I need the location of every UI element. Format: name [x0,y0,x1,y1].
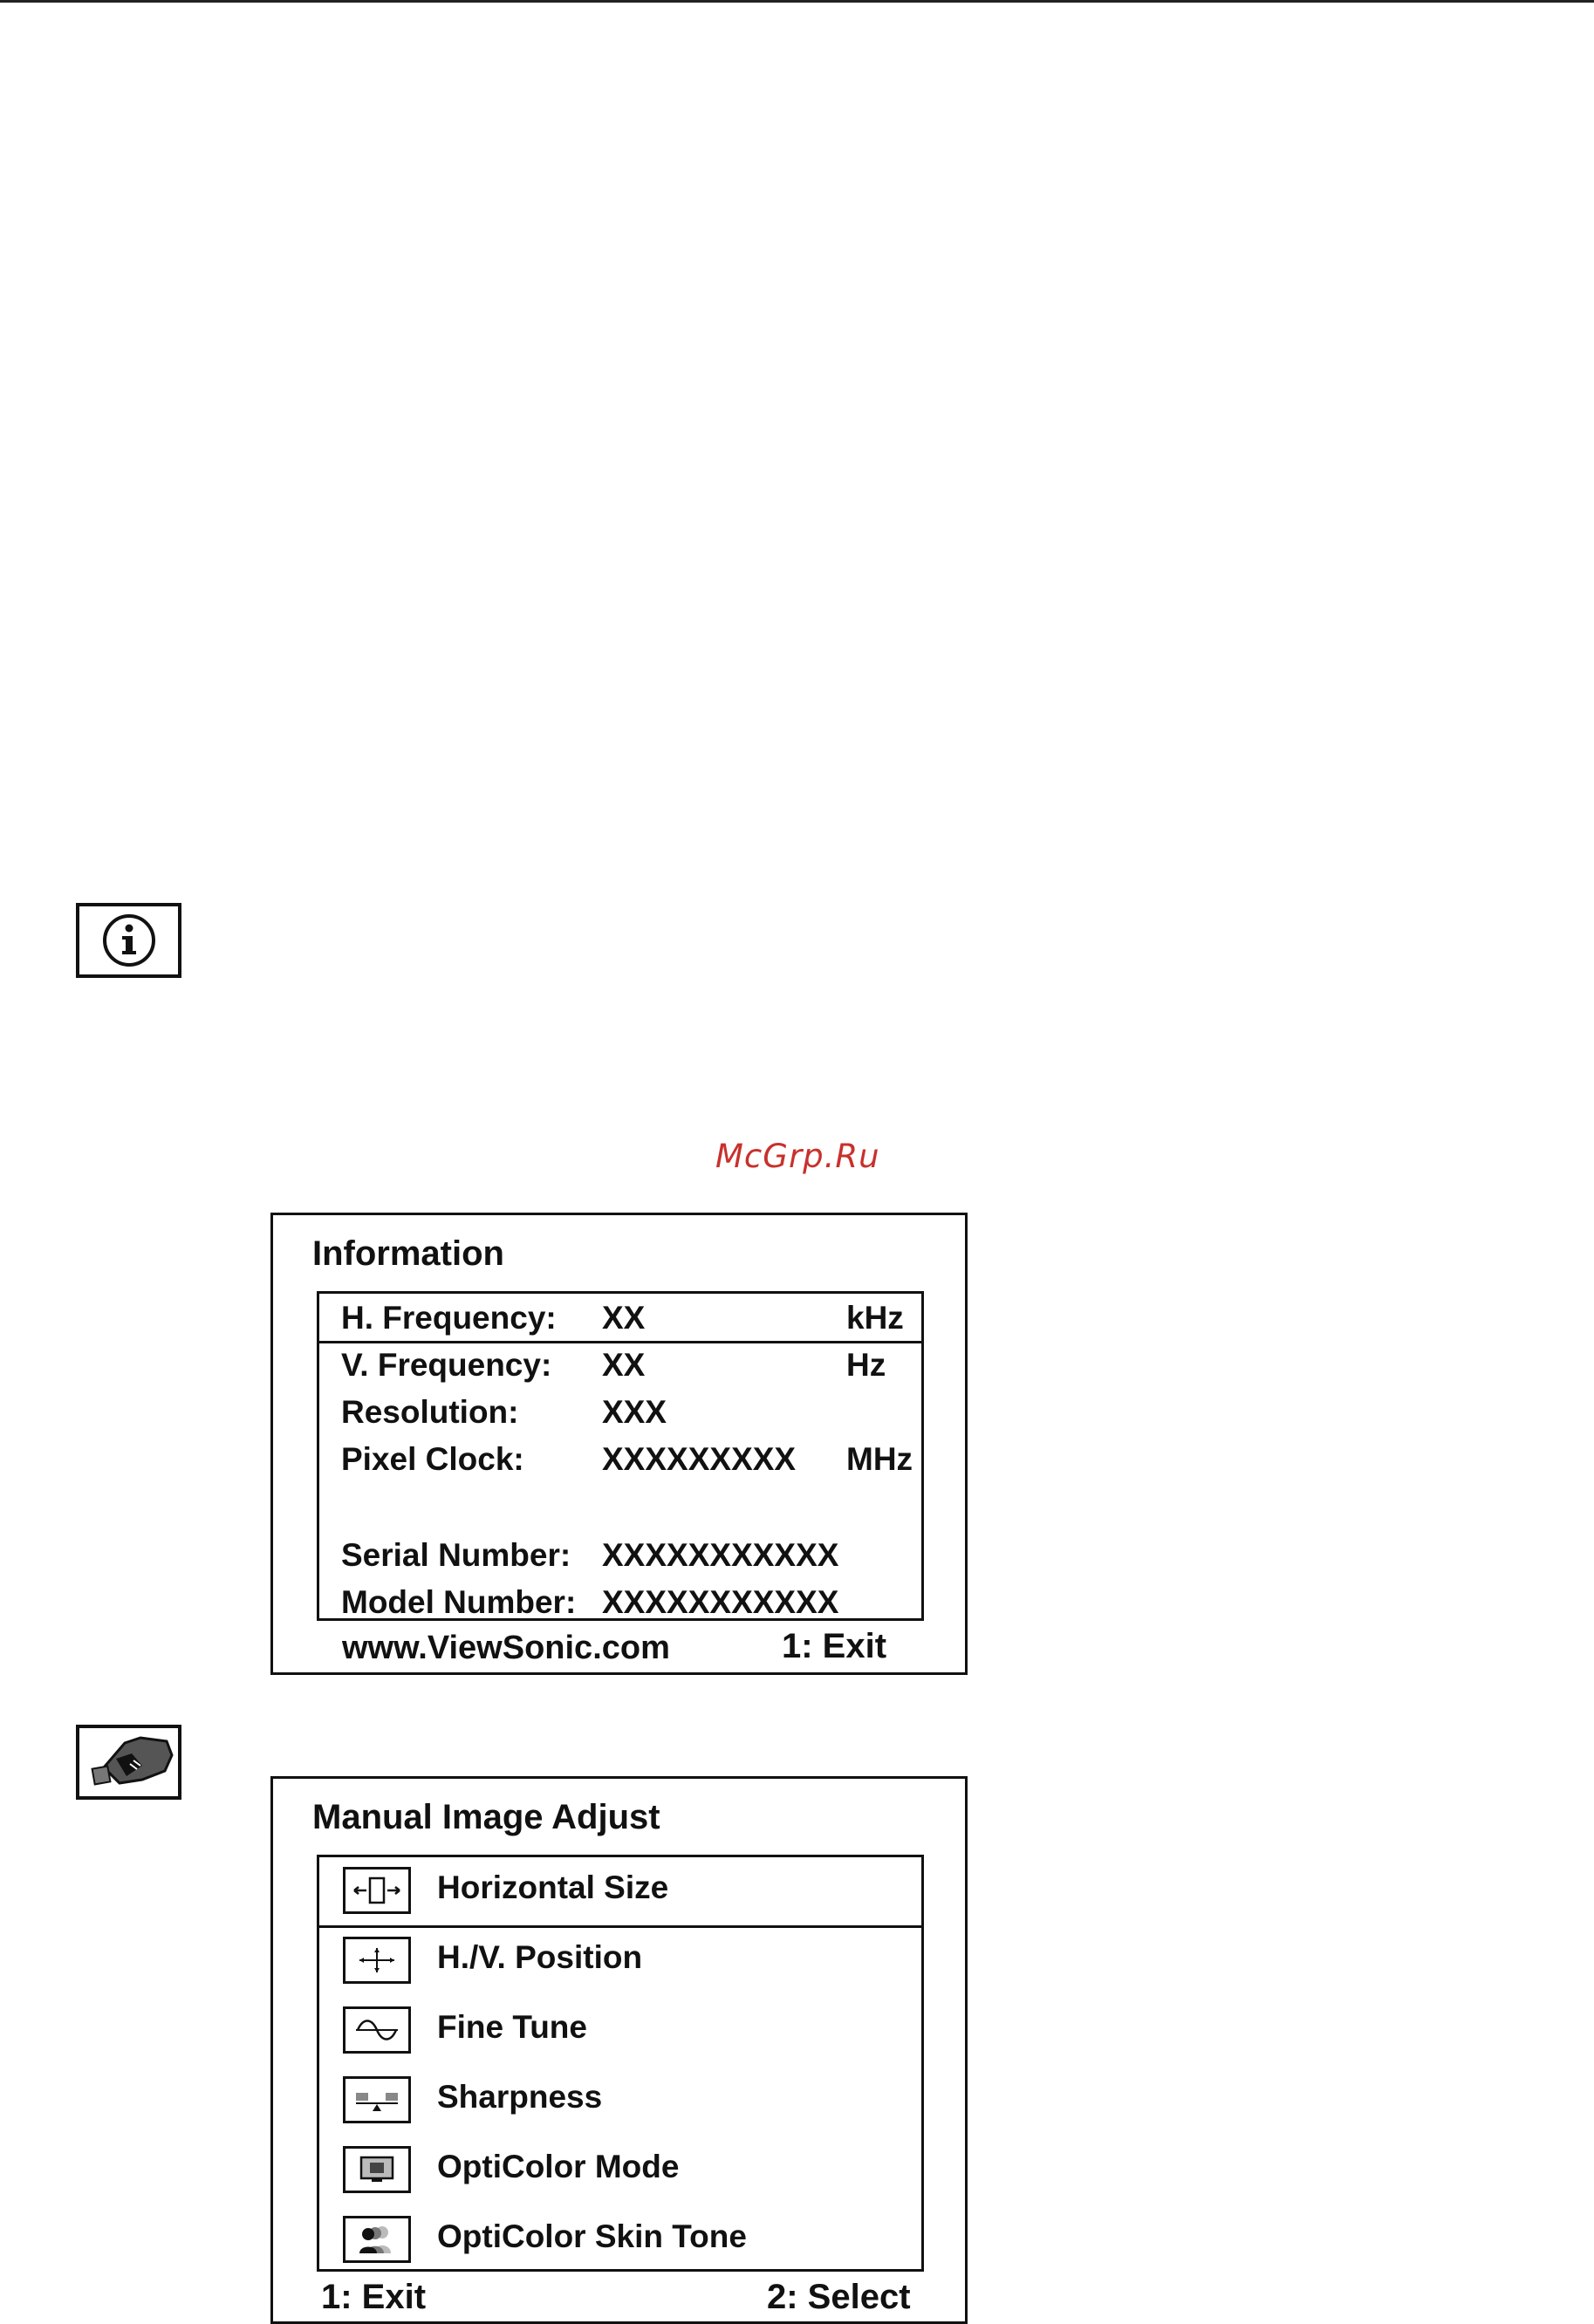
row-label: Resolution: [341,1394,519,1430]
row-value: XXXXXXXXX [602,1441,797,1477]
menu-item-hv-position[interactable] [319,1931,921,2000]
row-label: H. Frequency: [341,1300,557,1336]
row-label: V. Frequency: [341,1347,552,1383]
sine-wave-icon [343,2006,411,2054]
sharpness-icon [343,2076,411,2123]
menu-item-opticolor-skin-tone[interactable] [319,2210,921,2280]
menu-item-sharpness[interactable] [319,2070,921,2140]
row-unit: kHz [846,1300,904,1336]
row-value: XX [602,1300,646,1336]
select-hint: 2: Select [767,2278,911,2316]
exit-hint: 1: Exit [782,1627,887,1665]
menu-item-label: Fine Tune [437,2009,587,2045]
information-menu [270,1213,968,1675]
exit-hint: 1: Exit [321,2278,427,2316]
row-label: Pixel Clock: [341,1441,524,1477]
top-rule [0,0,1594,3]
menu-item-label: OptiColor Mode [437,2149,680,2184]
row-value: XXXXXXXXXXX [602,1584,839,1620]
row-value: XXXXXXXXXXX [602,1537,839,1573]
menu-item-label: OptiColor Skin Tone [437,2218,747,2254]
menu-item-horizontal-size[interactable] [319,1861,921,1931]
information-title: Information [312,1234,504,1273]
position-arrows-icon [343,1937,411,1984]
adjust-items-panel [317,1855,924,2272]
row-value: XX [602,1347,646,1383]
menu-item-fine-tune[interactable] [319,2000,921,2070]
viewsonic-url: www.ViewSonic.com [342,1630,670,1666]
row-value: XXX [602,1394,667,1430]
skin-tone-people-icon [343,2216,411,2263]
selection-underline [319,1341,921,1343]
row-label: Serial Number: [341,1537,571,1573]
watermark: McGrp.Ru [715,1138,880,1175]
menu-item-opticolor-mode[interactable] [319,2140,921,2210]
menu-item-label: Horizontal Size [437,1869,669,1905]
row-unit: Hz [846,1347,886,1383]
hand-adjust-icon [76,1725,181,1800]
row-label: Model Number: [341,1584,577,1620]
information-panel [317,1291,924,1621]
row-unit: MHz [846,1441,913,1477]
horizontal-size-icon [343,1867,411,1914]
menu-item-label: H./V. Position [437,1939,643,1975]
info-icon [76,903,181,978]
manual-image-adjust-menu [270,1776,968,2324]
menu-item-label: Sharpness [437,2079,603,2115]
monitor-icon [343,2146,411,2193]
manual-image-adjust-title: Manual Image Adjust [312,1798,660,1836]
